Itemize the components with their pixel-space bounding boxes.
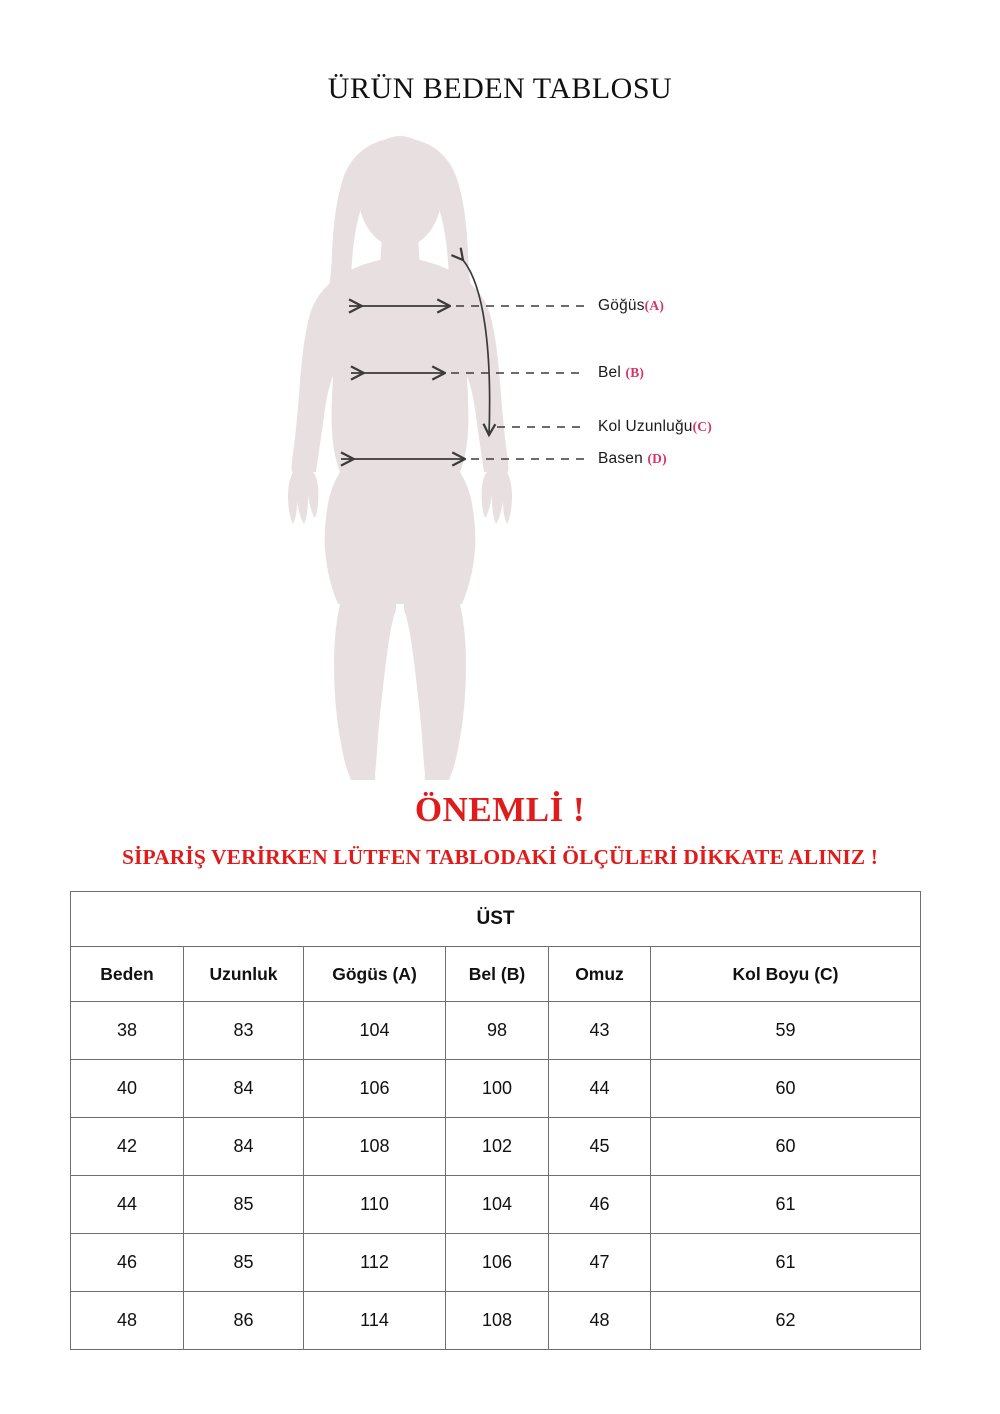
cell-bel: 98: [446, 1002, 549, 1060]
label-sleeve-length: [598, 418, 712, 436]
cell-gogus: 114: [304, 1292, 446, 1350]
cell-beden: 44: [71, 1176, 184, 1234]
cell-kol-boyu: 59: [651, 1002, 921, 1060]
column-header-beden: Beden: [71, 947, 184, 1002]
cell-gogus: 112: [304, 1234, 446, 1292]
female-silhouette-icon: [288, 136, 512, 780]
table-row: [71, 1292, 921, 1350]
table-row: [71, 1234, 921, 1292]
cell-uzunluk: 84: [184, 1060, 304, 1118]
table-row: [71, 1002, 921, 1060]
cell-gogus: 106: [304, 1060, 446, 1118]
cell-kol-boyu: 60: [651, 1060, 921, 1118]
cell-beden: 40: [71, 1060, 184, 1118]
table-row: [71, 1118, 921, 1176]
column-header-uzunluk: Uzunluk: [184, 947, 304, 1002]
cell-uzunluk: 83: [184, 1002, 304, 1060]
page-title: ÜRÜN BEDEN TABLOSU: [327, 72, 673, 105]
label-hip-text: Basen: [598, 450, 643, 467]
cell-uzunluk: 84: [184, 1118, 304, 1176]
column-header-kol-boyu: Kol Boyu (C): [651, 947, 921, 1002]
label-hip-tag: (D): [647, 451, 667, 466]
cell-omuz: 44: [549, 1060, 651, 1118]
cell-kol-boyu: 61: [651, 1234, 921, 1292]
cell-omuz: 46: [549, 1176, 651, 1234]
cell-gogus: 104: [304, 1002, 446, 1060]
body-silhouette-svg: [0, 120, 1000, 780]
table-group-header-row: [71, 892, 921, 947]
cell-omuz: 43: [549, 1002, 651, 1060]
label-bust-text: Göğüs: [598, 297, 645, 314]
cell-omuz: 47: [549, 1234, 651, 1292]
measurement-diagram: [0, 120, 1000, 780]
label-sleeve-length-text: Kol Uzunluğu: [598, 418, 693, 435]
cell-bel: 108: [446, 1292, 549, 1350]
size-table-container: [70, 891, 920, 1350]
column-header-gogus: Gögüs (A): [304, 947, 446, 1002]
cell-bel: 106: [446, 1234, 549, 1292]
cell-beden: 48: [71, 1292, 184, 1350]
cell-kol-boyu: 60: [651, 1118, 921, 1176]
cell-beden: 38: [71, 1002, 184, 1060]
table-column-header-row: [71, 947, 921, 1002]
label-bust: [598, 297, 664, 315]
cell-uzunluk: 85: [184, 1234, 304, 1292]
cell-omuz: 45: [549, 1118, 651, 1176]
size-table: [70, 891, 921, 1350]
label-bust-tag: (A): [644, 298, 665, 313]
important-notice-subtext: SİPARİŞ VERİRKEN LÜTFEN TABLODAKİ ÖLÇÜLERİ DİKKATE ALINIZ !: [122, 845, 878, 869]
table-row: [71, 1060, 921, 1118]
label-waist: [598, 364, 644, 382]
column-header-bel: Bel (B): [446, 947, 549, 1002]
label-sleeve-length-tag: (C): [692, 419, 712, 434]
cell-uzunluk: 86: [184, 1292, 304, 1350]
cell-bel: 102: [446, 1118, 549, 1176]
label-hip: [598, 450, 667, 468]
cell-omuz: 48: [549, 1292, 651, 1350]
table-row: [71, 1176, 921, 1234]
cell-gogus: 110: [304, 1176, 446, 1234]
cell-bel: 100: [446, 1060, 549, 1118]
label-waist-text: Bel: [598, 364, 622, 381]
label-waist-tag: (B): [625, 365, 645, 380]
cell-beden: 42: [71, 1118, 184, 1176]
important-notice-headline: ÖNEMLİ !: [414, 790, 586, 829]
column-header-omuz: Omuz: [549, 947, 651, 1002]
cell-uzunluk: 85: [184, 1176, 304, 1234]
cell-kol-boyu: 62: [651, 1292, 921, 1350]
cell-beden: 46: [71, 1234, 184, 1292]
cell-gogus: 108: [304, 1118, 446, 1176]
cell-kol-boyu: 61: [651, 1176, 921, 1234]
cell-bel: 104: [446, 1176, 549, 1234]
table-group-header: ÜST: [71, 892, 921, 947]
